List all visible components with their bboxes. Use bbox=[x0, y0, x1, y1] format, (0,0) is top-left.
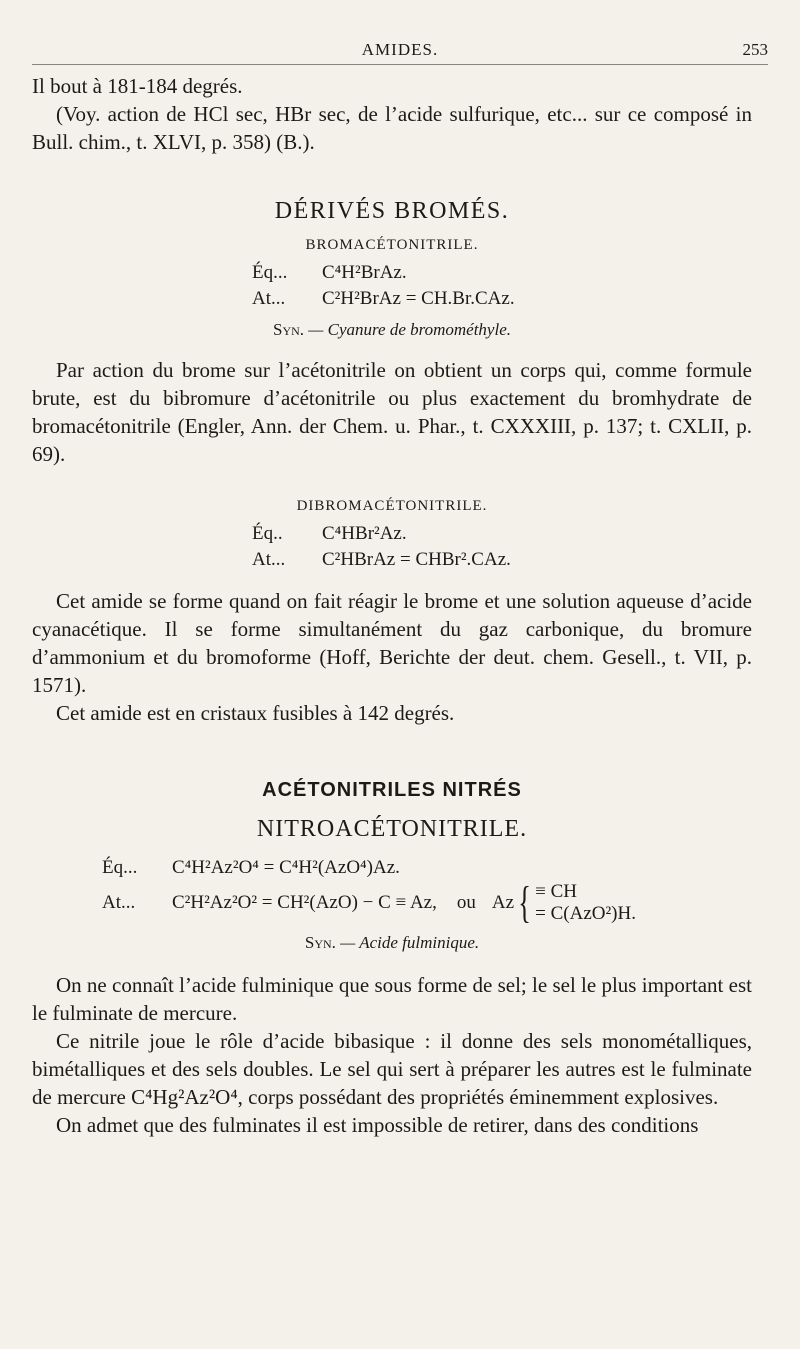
page-number: 253 bbox=[742, 40, 768, 59]
formula-block-nitroacetonitrile bbox=[32, 855, 752, 925]
formula-at: C²H²BrAz = CH.Br.CAz. bbox=[322, 288, 515, 309]
synonym-line bbox=[32, 933, 752, 953]
formula-at-label: At... bbox=[102, 892, 136, 913]
formula-at-label: At... bbox=[252, 549, 286, 570]
header-rule bbox=[32, 64, 768, 65]
formula-at: C²HBrAz = CHBr².CAz. bbox=[322, 549, 511, 570]
melting-point-paragraph: Cet amide est en cristaux fusibles à 142 degrés. bbox=[56, 701, 455, 725]
running-title: AMIDES. bbox=[361, 40, 439, 59]
formula-eq-label: Éq... bbox=[252, 262, 288, 283]
formula-eq-label: Éq.. bbox=[252, 523, 283, 544]
synonym-label: Syn. bbox=[304, 933, 336, 952]
formula-at: C²H²Az²O² = CH²(AzO) − C ≡ Az, bbox=[172, 892, 437, 913]
page-body bbox=[32, 72, 752, 1139]
bromacetonitrile-paragraph: Par action du brome sur l’acétonitrile on obtient un corps qui, comme formule brute, est du bibromure d’acétonitrile ou plus exactement du bromhydrate de bromacétonitrile (Engler, Ann. der Chem. u. Phar., t. CXXXIII, p. 137; t. CXLII, p. 69). bbox=[32, 358, 752, 466]
formula-alt-line1: ≡ CH bbox=[535, 881, 577, 902]
intro-paragraph: (Voy. action de HCl sec, HBr sec, de l’acide sulfurique, etc... sur ce composé in Bull. chim., t. XLVI, p. 358) (B.). bbox=[32, 102, 752, 154]
formula-block-bromacetonitrile bbox=[32, 260, 752, 312]
formula-at-row bbox=[252, 286, 752, 312]
compound-name-dibromacetonitrile: DIBROMACÉTONITRILE. bbox=[296, 498, 488, 514]
page-header bbox=[0, 40, 800, 64]
formula-alt-lines bbox=[535, 881, 636, 925]
synonym-line bbox=[32, 320, 752, 340]
formula-at-row bbox=[102, 878, 752, 927]
formula-eq: C⁴HBr²Az. bbox=[322, 523, 407, 544]
intro-line: Il bout à 181-184 degrés. bbox=[32, 74, 243, 98]
compound-name-nitroacetonitrile: NITROACÉTONITRILE. bbox=[256, 816, 528, 842]
formula-block-dibromacetonitrile bbox=[32, 521, 752, 573]
formula-eq-label: Éq... bbox=[102, 857, 138, 878]
section-title-nitres: ACÉTONITRILES NITRÉS bbox=[262, 779, 522, 801]
fulminate-paragraph-2: Ce nitrile joue le rôle d’acide bibasique : il donne des sels monométalliques, bimétalliques et des sels doubles. Le sel qui sert à préparer les autres est le fulminate de mercure C⁴Hg²Az²O⁴, corps possédant des propriétés éminemment explosives. bbox=[32, 1029, 752, 1109]
formula-eq: C⁴H²Az²O⁴ = C⁴H²(AzO⁴)Az. bbox=[172, 857, 400, 878]
formula-alt bbox=[491, 878, 636, 927]
formula-eq: C⁴H²BrAz. bbox=[322, 262, 407, 283]
formula-eq-row bbox=[102, 855, 752, 881]
dibromacetonitrile-paragraph: Cet amide se forme quand on fait réagir le brome et une solution aqueuse d’acide cyanacétique. Il se forme simultanément du gaz carbonique, du bromure d’ammonium et du bromoforme (Hoff, Berichte der deut. chem. Gesell., t. VII, p. 1571). bbox=[32, 589, 752, 697]
formula-alt-line2: = C(AzO²)H. bbox=[535, 903, 636, 924]
compound-name-bromacetonitrile: BROMACÉTONITRILE. bbox=[305, 237, 479, 253]
fulminate-paragraph-1: On ne connaît l’acide fulminique que sous forme de sel; le sel le plus important est le fulminate de mercure. bbox=[32, 973, 752, 1025]
fulminate-paragraph-3: On admet que des fulminates il est impossible de retirer, dans des conditions bbox=[56, 1113, 699, 1137]
formula-or: ou bbox=[456, 892, 476, 913]
synonym-text: — Acide fulminique. bbox=[340, 933, 480, 952]
formula-at-row bbox=[252, 547, 752, 573]
formula-eq-row bbox=[252, 260, 752, 286]
brace-glyph: { bbox=[518, 878, 531, 927]
section-title-bromes: DÉRIVÉS BROMÉS. bbox=[274, 198, 510, 224]
synonym-label: Syn. bbox=[273, 320, 305, 339]
formula-eq-row bbox=[252, 521, 752, 547]
synonym-text: — Cyanure de bromométhyle. bbox=[308, 320, 511, 339]
formula-alt-prefix: Az bbox=[491, 892, 515, 913]
formula-at-label: At... bbox=[252, 288, 286, 309]
